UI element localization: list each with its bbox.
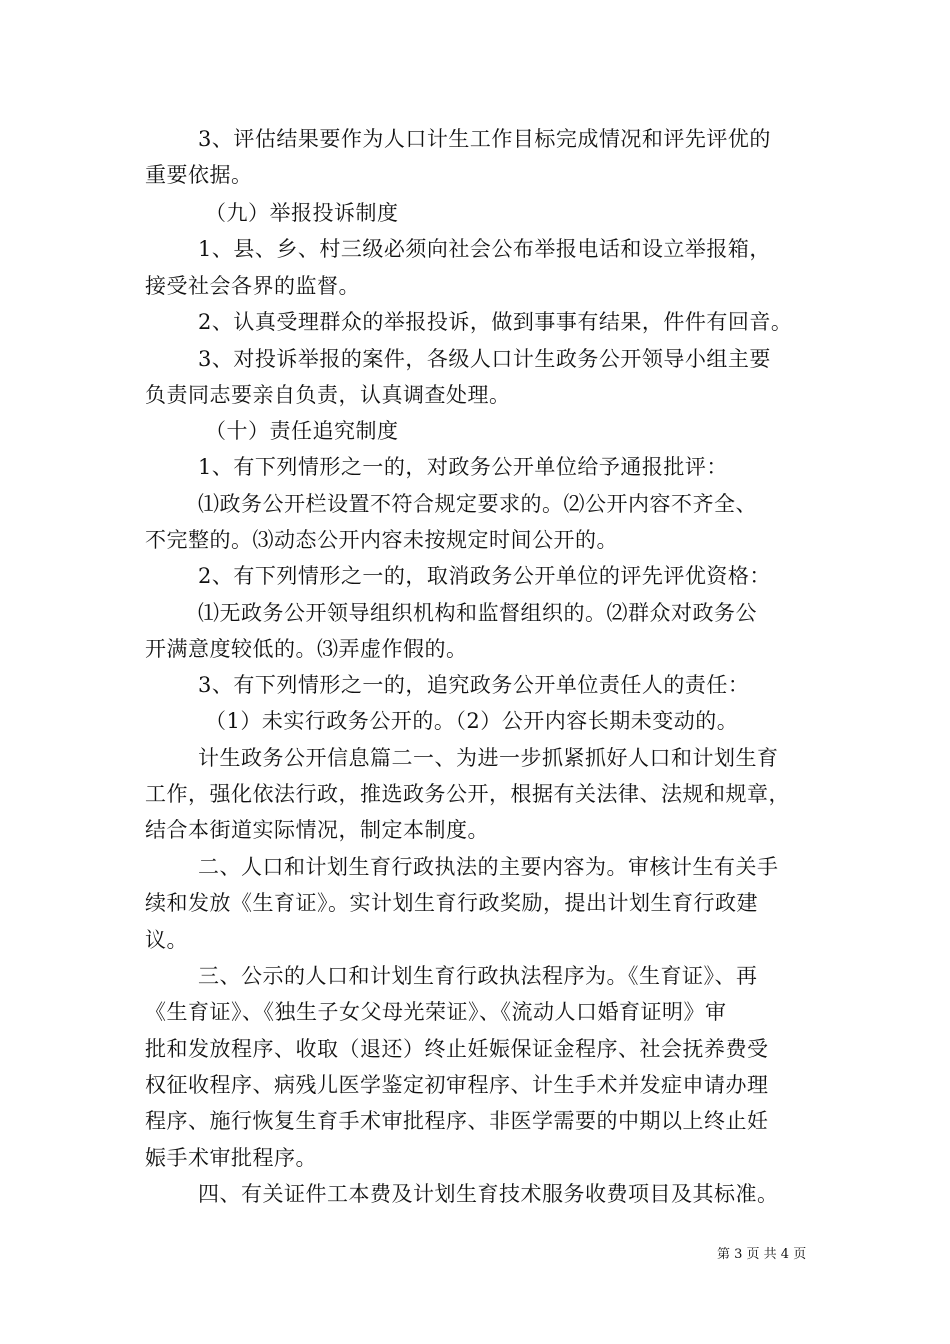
text-line: 负责同志要亲自负责，认真调查处理。 — [145, 383, 511, 407]
text-line: 三、公示的人口和计划生育行政执法程序为。《生育证》、再 — [198, 964, 758, 988]
text-line: 重要依据。 — [145, 163, 253, 187]
text-line: 3、对投诉举报的案件，各级人口计生政务公开领导小组主要 — [198, 347, 771, 371]
text-line: 接受社会各界的监督。 — [145, 274, 360, 298]
text-line: 《生育证》、《独生子女父母光荣证》、《流动人口婚育证明》审 — [145, 1000, 727, 1024]
text-line: 1、县、乡、村三级必须向社会公布举报电话和设立举报箱， — [198, 237, 771, 261]
text-line: 开满意度较低的。⑶弄虚作假的。 — [145, 637, 468, 661]
text-line: 议。 — [145, 928, 188, 952]
text-line: 1、有下列情形之一的，对政务公开单位给予通报批评： — [198, 455, 728, 479]
text-line: ⑴无政务公开领导组织机构和监督组织的。⑵群众对政务公 — [198, 601, 757, 625]
text-line: （1）未实行政务公开的。（2）公开内容长期未变动的。 — [205, 709, 739, 733]
text-line: 2、认真受理群众的举报投诉，做到事事有结果，件件有回音。 — [198, 310, 793, 334]
text-line: 3、有下列情形之一的，追究政务公开单位责任人的责任： — [198, 673, 750, 697]
text-line: 四、有关证件工本费及计划生育技术服务收费项目及其标准。 — [198, 1182, 779, 1206]
text-line: 3、评估结果要作为人口计生工作目标完成情况和评先评优的 — [198, 127, 771, 151]
text-line: 工作，强化依法行政，推选政务公开，根据有关法律、法规和规章， — [145, 782, 790, 806]
text-line: 续和发放《生育证》。实计划生育行政奖励，提出计划生育行政建 — [145, 891, 758, 915]
text-line: 权征收程序、病残儿医学鉴定初审程序、计生手术并发症申请办理 — [145, 1073, 769, 1097]
section-heading: （十）责任追究制度 — [205, 419, 399, 443]
text-line: 计生政务公开信息篇二一、为进一步抓紧抓好人口和计划生育 — [198, 746, 779, 770]
text-line: 结合本街道实际情况，制定本制度。 — [145, 818, 489, 842]
text-line: 二、人口和计划生育行政执法的主要内容为。审核计生有关手 — [198, 855, 779, 879]
section-heading: （九）举报投诉制度 — [205, 201, 399, 225]
text-line: 批和发放程序、收取（退还）终止妊娠保证金程序、社会抚养费受 — [145, 1037, 769, 1061]
page-number: 第 3 页 共 4 页 — [717, 1247, 807, 1262]
text-line: 2、有下列情形之一的，取消政务公开单位的评先评优资格： — [198, 564, 771, 588]
text-line: 不完整的。⑶动态公开内容未按规定时间公开的。 — [145, 528, 618, 552]
text-line: 娠手术审批程序。 — [145, 1146, 317, 1170]
text-line: ⑴政务公开栏设置不符合规定要求的。⑵公开内容不齐全、 — [198, 492, 757, 516]
text-line: 程序、施行恢复生育手术审批程序、非医学需要的中期以上终止妊 — [145, 1109, 769, 1133]
